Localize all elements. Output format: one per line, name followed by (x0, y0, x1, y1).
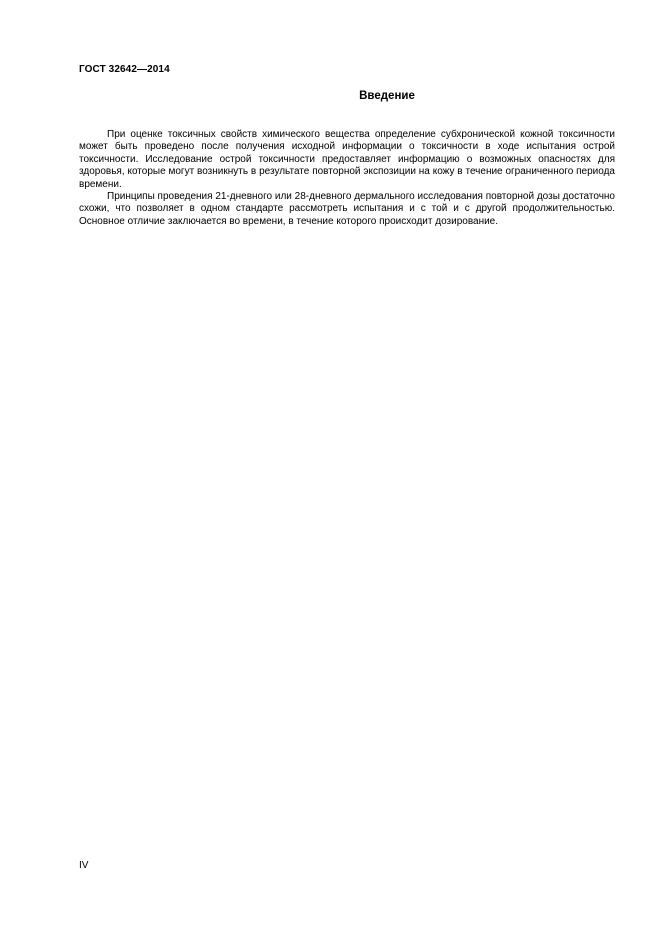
page-number: IV (79, 860, 89, 871)
section-title: Введение (359, 90, 415, 102)
paragraph: При оценке токсичных свойств химического вещества определение субхронической кожной токсичности может быть проведено после получения исходной информации о токсичности в ходе испытания острой токсичности. Исследование острой токсичности предоставляет информацию о возможных опасностях для здоровья, которые могут возникнуть в результате повторной экспозиции на кожу в течение ограниченного периода времени. (79, 129, 615, 190)
document-code: ГОСТ 32642—2014 (79, 64, 170, 75)
body-text (79, 129, 615, 228)
paragraph: Принципы проведения 21-дневного или 28-дневного дермального исследования повторной дозы достаточно схожи, что позволяет в одном стандарте рассмотреть испытания и с той и с другой продолжительностью. Основное отличие заключается во времени, в течение которого происходит дозирование. (79, 191, 615, 227)
